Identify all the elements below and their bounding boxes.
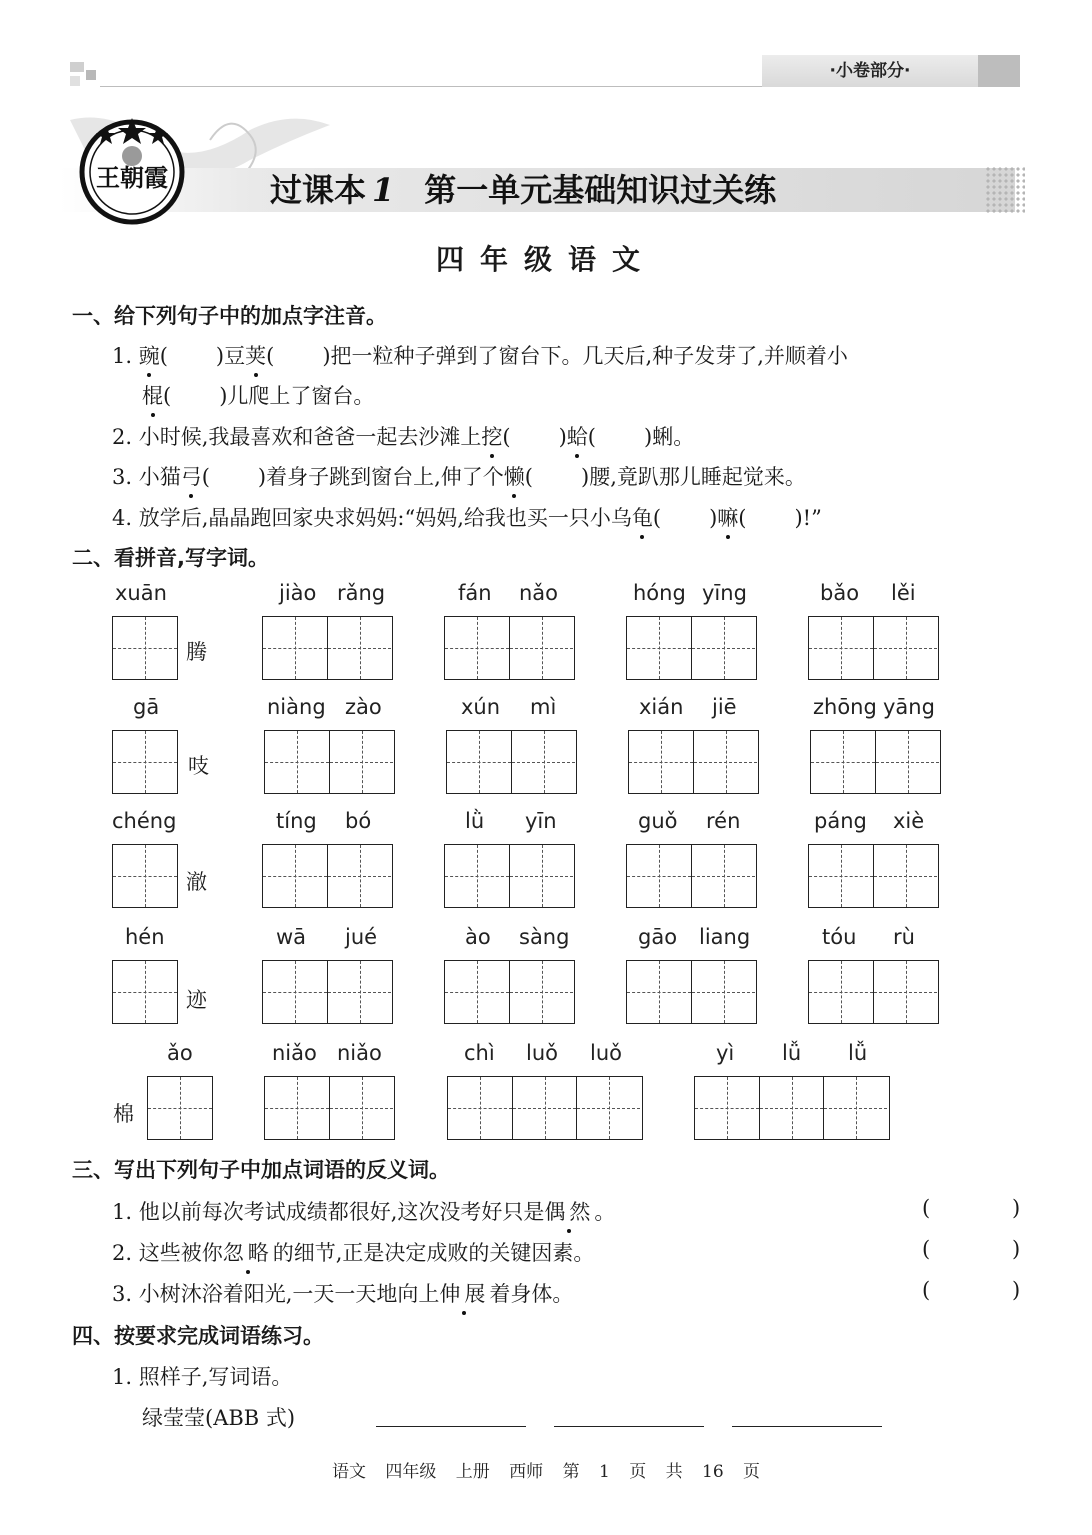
question-line: 1. 他以前每次考试成绩都很好,这次没考好只是偶然。: [112, 1196, 615, 1226]
page-footer: 语文 四年级 上册 西师 第 1 页 共 16 页: [331, 1462, 761, 1482]
pinyin-label: hén: [125, 925, 165, 949]
answer-underline[interactable]: [554, 1426, 704, 1427]
dotted-char: 懒: [504, 461, 525, 491]
writing-box[interactable]: [147, 1076, 213, 1140]
pinyin-label: luǒ: [590, 1041, 622, 1065]
dotted-char: 蛤: [567, 421, 588, 451]
title-dots-decoration: [985, 166, 1025, 214]
dotted-char: 荚: [245, 340, 266, 370]
given-char: 澈: [186, 870, 207, 894]
pinyin-label: sàng: [519, 925, 570, 949]
pinyin-label: jiē: [712, 695, 737, 719]
pinyin-label: nǎo: [519, 581, 559, 605]
brand-name: 王朝霞: [96, 163, 168, 192]
pinyin-label: guǒ: [638, 809, 678, 833]
pinyin-label: bó: [345, 809, 372, 833]
pinyin-label: xún: [461, 695, 501, 719]
answer-paren-left: (: [922, 1237, 931, 1261]
pinyin-label: hóng: [633, 581, 686, 605]
section-heading: 二、看拼音,写字词。: [72, 546, 269, 570]
pinyin-label: yīng: [702, 581, 747, 605]
page-subtitle: 四年级语文: [435, 243, 656, 276]
pinyin-label: jué: [345, 925, 378, 949]
answer-underline[interactable]: [376, 1426, 526, 1427]
pinyin-label: ào: [465, 925, 491, 949]
dotted-char: 棍: [142, 380, 163, 410]
pinyin-label: yì: [716, 1041, 735, 1065]
pinyin-label: xuān: [115, 581, 167, 605]
answer-paren-right: ): [1012, 1278, 1021, 1302]
pinyin-label: fán: [458, 581, 492, 605]
pinyin-label: zào: [345, 695, 382, 719]
writing-box[interactable]: [264, 1076, 395, 1140]
writing-box[interactable]: [626, 844, 757, 908]
pinyin-label: rén: [706, 809, 741, 833]
writing-box[interactable]: [262, 616, 393, 680]
pinyin-label: liang: [699, 925, 751, 949]
writing-box[interactable]: [447, 1076, 643, 1140]
section-heading: 三、写出下列句子中加点词语的反义词。: [72, 1158, 450, 1182]
pinyin-label: lǜ: [465, 809, 485, 833]
pinyin-label: lǚ: [848, 1041, 868, 1065]
pinyin-label: yāng: [883, 695, 935, 719]
answer-paren-left: (: [922, 1196, 931, 1220]
given-char: 吱: [188, 754, 209, 778]
pinyin-label: niǎo: [337, 1041, 382, 1065]
title-number: 1: [372, 171, 395, 209]
pinyin-label: jiào: [279, 581, 317, 605]
pinyin-label: lǚ: [782, 1041, 802, 1065]
pinyin-label: chì: [464, 1041, 495, 1065]
section-tag-block: [978, 55, 1020, 87]
question-line: 2. 小时候,我最喜欢和爸爸一起去沙滩上挖( )蛤( )蜊。: [112, 421, 694, 451]
writing-box[interactable]: [112, 844, 178, 908]
pinyin-label: wā: [276, 925, 307, 949]
writing-box[interactable]: [112, 616, 178, 680]
pinyin-label: tóu: [822, 925, 857, 949]
question-line: 3. 小树沐浴着阳光,一天一天地向上伸展着身体。: [112, 1278, 573, 1308]
given-char: 棉: [113, 1102, 134, 1126]
section-tag: ·小卷部分·: [762, 55, 978, 87]
instruction-line: 1. 照样子,写词语。: [112, 1365, 293, 1389]
pinyin-label: niàng: [267, 695, 326, 719]
writing-box[interactable]: [444, 616, 575, 680]
title-main: 第一单元基础知识过关练: [424, 171, 777, 209]
pinyin-label: ǎo: [167, 1041, 193, 1065]
question-line: 4. 放学后,晶晶跑回家央求妈妈:“妈妈,给我也买一只小乌龟( )嘛( )!”: [112, 502, 822, 532]
writing-box[interactable]: [264, 730, 395, 794]
pinyin-label: páng: [814, 809, 867, 833]
dotted-char: 龟: [632, 502, 653, 532]
writing-box[interactable]: [446, 730, 577, 794]
pinyin-label: gā: [133, 695, 160, 719]
writing-box[interactable]: [628, 730, 759, 794]
brand-seal: [76, 114, 188, 226]
pinyin-label: yīn: [525, 809, 557, 833]
pinyin-label: gāo: [638, 925, 678, 949]
given-char: 腾: [186, 640, 207, 664]
question-line: 3. 小猫弓( )着身子跳到窗台上,伸了个懒( )腰,竟趴那儿睡起觉来。: [112, 461, 806, 491]
writing-box[interactable]: [262, 960, 393, 1024]
section-heading: 一、给下列句子中的加点字注音。: [72, 304, 387, 328]
writing-box[interactable]: [694, 1076, 890, 1140]
writing-box[interactable]: [626, 616, 757, 680]
writing-box[interactable]: [444, 844, 575, 908]
pinyin-label: bǎo: [820, 581, 860, 605]
dotted-char: 豌: [139, 340, 160, 370]
pinyin-label: mì: [530, 695, 557, 719]
title-prefix: 过课本: [270, 171, 367, 209]
writing-box[interactable]: [810, 730, 941, 794]
pinyin-label: rǎng: [337, 581, 386, 605]
pinyin-label: zhōng: [813, 695, 877, 719]
corner-decoration: [86, 70, 96, 80]
corner-decoration: [70, 76, 80, 86]
corner-decoration: [70, 62, 84, 72]
answer-blank[interactable]: [936, 1278, 1006, 1306]
given-char: 迹: [186, 988, 207, 1012]
writing-box[interactable]: [626, 960, 757, 1024]
answer-paren-right: ): [1012, 1237, 1021, 1261]
pinyin-label: xiè: [893, 809, 925, 833]
question-line: 2. 这些被你忽略的细节,正是决定成败的关键因素。: [112, 1237, 594, 1267]
dotted-word: 忽略: [223, 1237, 273, 1267]
dotted-char: 嘛: [717, 502, 738, 532]
writing-box[interactable]: [262, 844, 393, 908]
pinyin-label: niǎo: [272, 1041, 317, 1065]
dotted-word: 伸展: [439, 1278, 489, 1308]
writing-box[interactable]: [808, 960, 939, 1024]
question-line: 1. 豌( )豆荚( )把一粒种子弹到了窗台下。几天后,种子发芽了,并顺着小: [112, 340, 848, 370]
answer-blank[interactable]: [936, 1196, 1006, 1224]
section-heading: 四、按要求完成词语练习。: [72, 1324, 324, 1348]
pinyin-label: chéng: [112, 809, 177, 833]
pinyin-label: luǒ: [526, 1041, 558, 1065]
answer-paren-left: (: [922, 1278, 931, 1302]
dotted-word: 偶然: [544, 1196, 594, 1226]
pinyin-label: tíng: [276, 809, 317, 833]
dotted-char: 弓: [181, 461, 202, 491]
dotted-char: 挖: [481, 421, 502, 451]
answer-underline[interactable]: [732, 1426, 882, 1427]
question-line: 棍( )儿爬上了窗台。: [142, 380, 374, 410]
page-title: [270, 168, 776, 212]
writing-box[interactable]: [112, 960, 178, 1024]
writing-box[interactable]: [112, 730, 178, 794]
example-word: 绿莹莹(ABB 式): [142, 1406, 296, 1430]
writing-box[interactable]: [444, 960, 575, 1024]
writing-box[interactable]: [808, 844, 939, 908]
answer-blank[interactable]: [936, 1237, 1006, 1265]
pinyin-label: rù: [893, 925, 915, 949]
pinyin-label: lěi: [891, 581, 916, 605]
pinyin-label: xián: [639, 695, 684, 719]
answer-paren-right: ): [1012, 1196, 1021, 1220]
writing-box[interactable]: [808, 616, 939, 680]
